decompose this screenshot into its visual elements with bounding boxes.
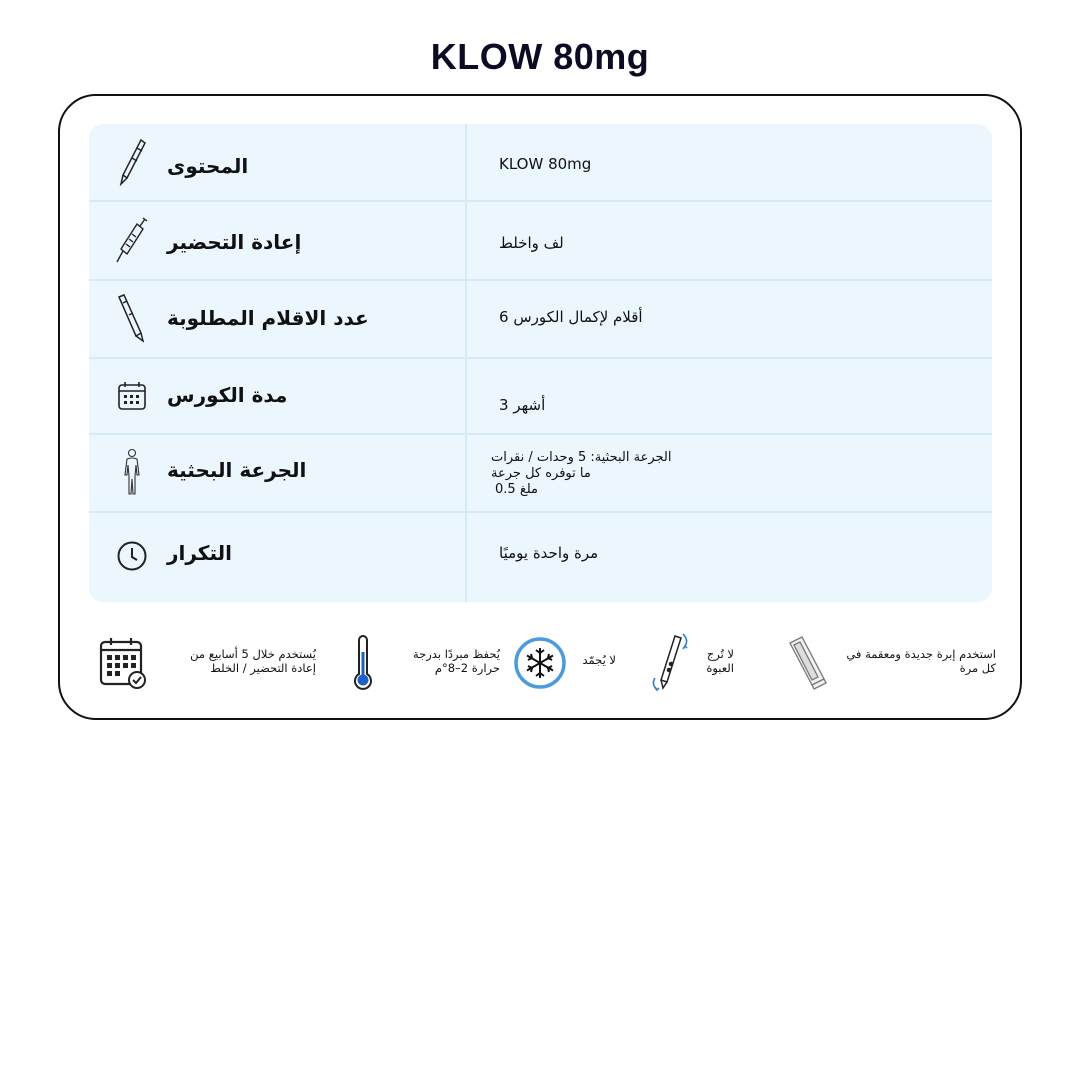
info-table [89, 124, 992, 602]
calendar-icon [113, 372, 151, 420]
row-value-frequency: مرة واحدة يوميًا [499, 544, 599, 562]
row-label-research-dose: الجرعة البحثية [167, 458, 307, 482]
row-label-reconstitution: إعادة التحضير [167, 230, 302, 254]
row-value-research-dose [491, 450, 671, 498]
row-divider [89, 279, 992, 281]
no-shake-pen-icon [648, 632, 696, 692]
footer-text-do-not-shake: لا تُرج العبوة [706, 647, 734, 675]
dose-line: الجرعة البحثية: 5 وحدات / نقرات [491, 450, 672, 465]
row-label-content: المحتوى [167, 154, 249, 178]
calendar-check-icon [98, 636, 150, 690]
syringe-icon [113, 216, 151, 264]
human-body-icon [113, 448, 151, 496]
row-divider [89, 200, 992, 202]
page-title: KLOW 80mg [430, 36, 650, 77]
pen-icon [113, 138, 151, 186]
clock-icon [113, 532, 151, 580]
snowflake-icon [512, 635, 568, 691]
row-value-reconstitution: لف واخلط [499, 234, 564, 252]
pen-icon [113, 294, 151, 342]
row-value-pens-needed: أقلام لإكمال الكورس 6 [499, 308, 643, 326]
row-divider [89, 357, 992, 359]
footer-text-use-within: يُستخدم خلال 5 أسابيع من إعادة التحضير / الخلط [190, 647, 316, 675]
footer-text-do-not-freeze: لا يُجمّد [582, 653, 616, 667]
needle-icon [784, 632, 832, 692]
dose-line: ما توفره كل جرعة [491, 466, 591, 481]
row-label-pens-needed: عدد الاقلام المطلوبة [167, 306, 369, 330]
dose-line: ملغ 0.5 [495, 482, 539, 497]
row-label-course-duration: مدة الكورس [167, 383, 288, 407]
row-value-course-duration: أشهر 3 [499, 396, 546, 414]
row-divider [89, 511, 992, 513]
footer-text-refrigerate: يُحفظ مبردًا بدرجة حرارة 2–8°م [412, 647, 500, 675]
column-divider [465, 124, 467, 602]
thermometer-icon [350, 634, 376, 690]
product-info-card [58, 94, 1022, 720]
row-label-frequency: التكرار [167, 541, 232, 565]
row-value-content: KLOW 80mg [499, 155, 592, 173]
footer-text-new-needle: استخدم إبرة جديدة ومعقمة في كل مرة [846, 647, 996, 675]
row-divider [89, 433, 992, 435]
